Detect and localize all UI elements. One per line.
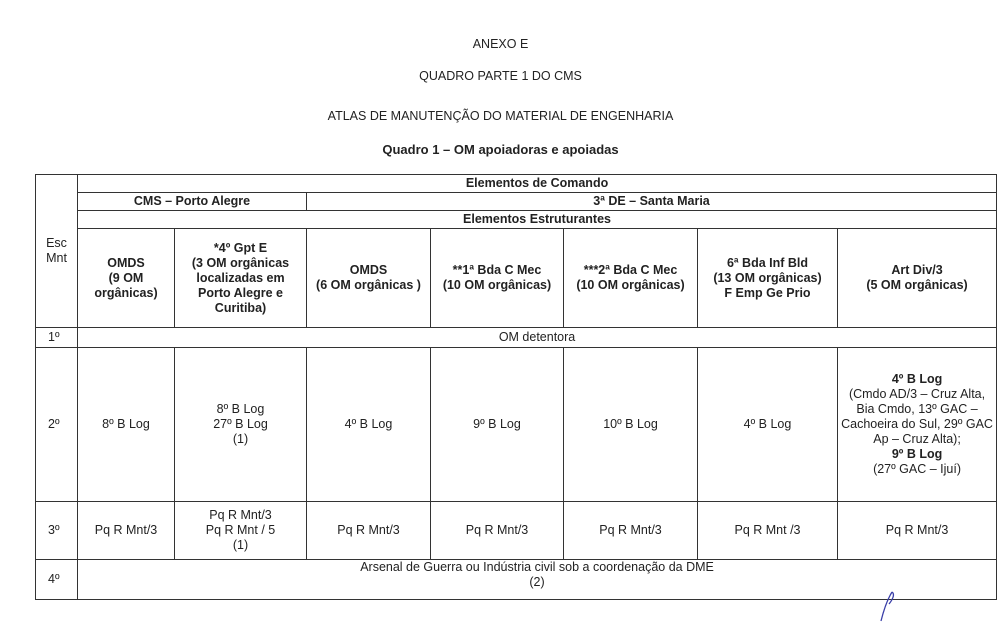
esc-cell: 2º xyxy=(36,348,78,502)
om-detentora-cell: OM detentora xyxy=(78,328,997,348)
signature-mark xyxy=(870,590,910,623)
esc-cell: 1º xyxy=(36,328,78,348)
table-cell: Pq R Mnt/3 xyxy=(307,502,431,560)
column-header: ***2ª Bda C Mec (10 OM orgânicas) xyxy=(564,229,698,328)
table-row xyxy=(36,502,997,560)
table-cell: Pq R Mnt/3 xyxy=(431,502,564,560)
annex-label: ANEXO E xyxy=(472,37,529,51)
part-label: QUADRO PARTE 1 DO CMS xyxy=(419,69,582,83)
esc-label: Esc xyxy=(46,236,67,250)
column-header: **1ª Bda C Mec (10 OM orgânicas) xyxy=(431,229,564,328)
table-cell: 9º B Log xyxy=(431,348,564,502)
column-header: Art Div/3 (5 OM orgânicas) xyxy=(838,229,997,328)
table-cell: Pq R Mnt/3 xyxy=(78,502,175,560)
esc-mnt-header xyxy=(36,175,78,328)
art-title-2: 9º B Log xyxy=(891,447,943,461)
table-cell: Pq R Mnt /3 xyxy=(698,502,838,560)
arsenal-text: Arsenal de Guerra ou Indústria civil sob a coordenação da DME xyxy=(360,560,714,574)
esc-cell: 3º xyxy=(36,502,78,560)
table-row xyxy=(36,193,997,211)
table-row xyxy=(36,348,997,502)
table-cell: Pq R Mnt/3 Pq R Mnt / 5 (1) xyxy=(175,502,307,560)
table-cell: 8º B Log 27º B Log (1) xyxy=(175,348,307,502)
table-row xyxy=(36,328,997,348)
art-text-2: (27º GAC – Ijuí) xyxy=(873,462,961,476)
column-header: 6ª Bda Inf Bld (13 OM orgânicas) F Emp Ge Prio xyxy=(698,229,838,328)
arsenal-cell xyxy=(78,560,997,600)
esc-cell: 4º xyxy=(36,560,78,600)
column-header: OMDS (6 OM orgânicas ) xyxy=(307,229,431,328)
art-div-cell xyxy=(838,348,997,502)
table-row xyxy=(36,560,997,600)
column-headers-row xyxy=(36,229,997,328)
table-cell: 8º B Log xyxy=(78,348,175,502)
mnt-label: Mnt xyxy=(46,251,67,265)
column-header: *4º Gpt E (3 OM orgânicas localizadas em Porto Alegre e Curitiba) xyxy=(175,229,307,328)
table-cell: Pq R Mnt/3 xyxy=(564,502,698,560)
arsenal-note: (2) xyxy=(529,575,545,589)
cms-header: CMS – Porto Alegre xyxy=(78,193,307,211)
om-table xyxy=(35,174,997,600)
table-row xyxy=(36,175,997,193)
column-header: OMDS (9 OM orgânicas) xyxy=(78,229,175,328)
table-cell: 10º B Log xyxy=(564,348,698,502)
art-text-1: (Cmdo AD/3 – Cruz Alta, Bia Cmdo, 13º GAC – Cachoeira do Sul, 29º GAC Ap – Cruz Alta); xyxy=(841,387,993,446)
structural-header: Elementos Estruturantes xyxy=(78,211,997,229)
command-header: Elementos de Comando xyxy=(78,175,997,193)
de3-header: 3ª DE – Santa Maria xyxy=(307,193,997,211)
table-cell: 4º B Log xyxy=(307,348,431,502)
table-cell: Pq R Mnt/3 xyxy=(838,502,997,560)
table-row xyxy=(36,211,997,229)
table-cell: 4º B Log xyxy=(698,348,838,502)
atlas-title: ATLAS DE MANUTENÇÃO DO MATERIAL DE ENGENHARIA xyxy=(327,109,674,123)
art-title-1: 4º B Log xyxy=(891,372,943,386)
table-title: Quadro 1 – OM apoiadoras e apoiadas xyxy=(382,142,619,157)
